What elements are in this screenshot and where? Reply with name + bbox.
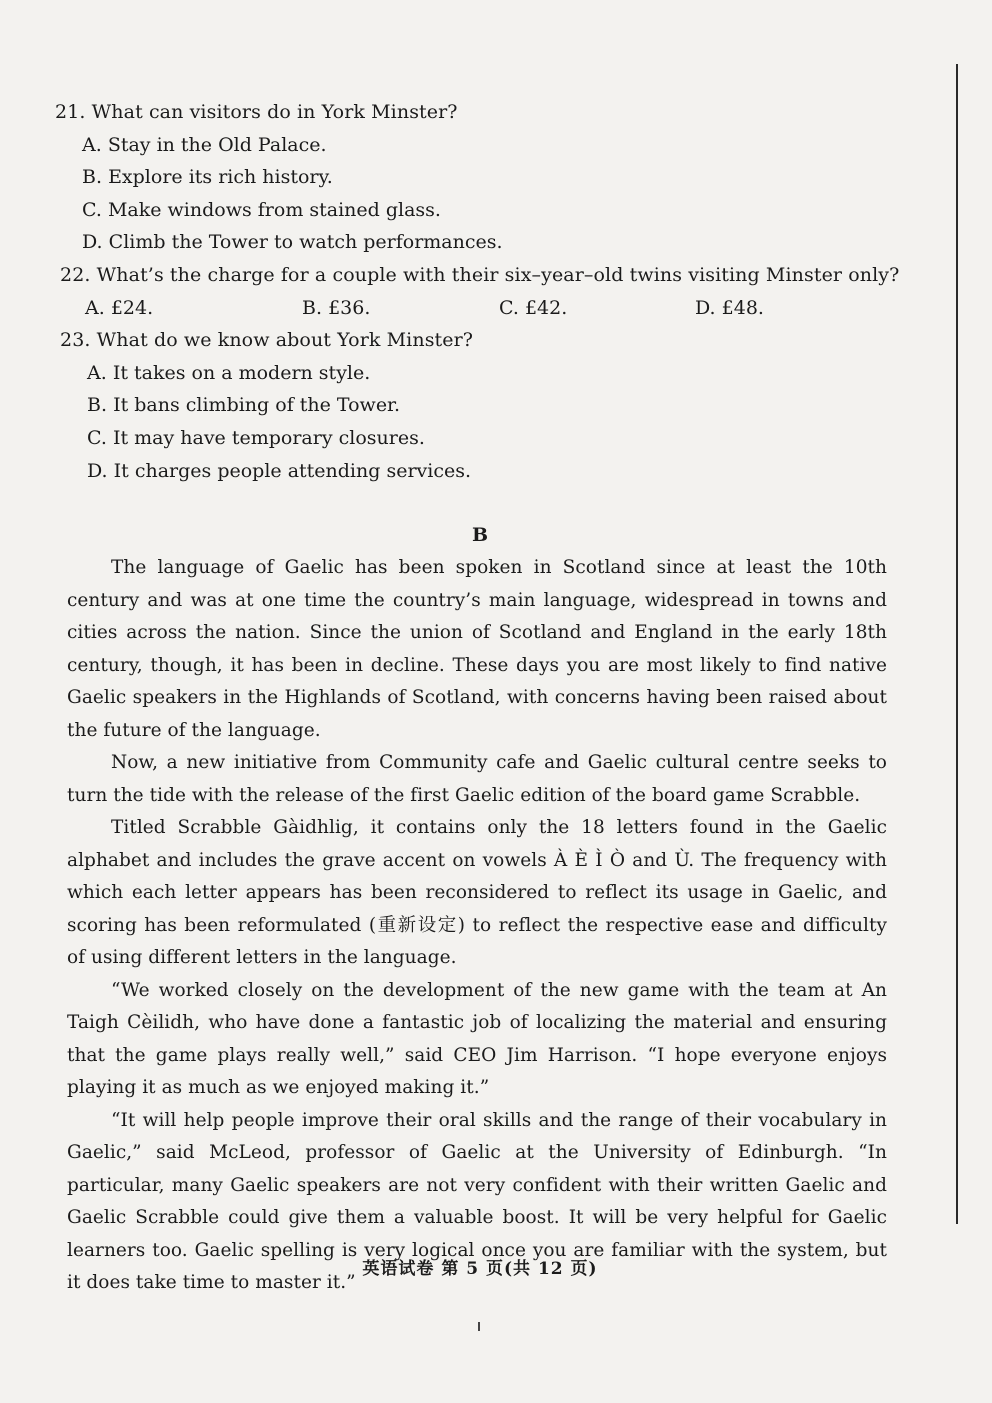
question-23-stem [55, 324, 915, 357]
option-letter: A. [85, 296, 105, 319]
question-21-option-b [55, 161, 915, 194]
section-heading: B [471, 524, 489, 546]
option-text: Explore its rich history. [108, 166, 333, 189]
option-text: It takes on a modern style. [112, 361, 371, 384]
question-21-stem [55, 96, 915, 129]
option-letter: D. [87, 459, 108, 482]
option-text: £42. [524, 296, 568, 319]
page-mark [478, 1322, 480, 1331]
question-22-options [55, 292, 915, 325]
question-23-option-d [55, 455, 915, 488]
option-letter: B. [82, 166, 103, 189]
option-text: £36. [328, 296, 371, 319]
margin-rule [956, 64, 958, 1224]
question-list [55, 96, 915, 487]
question-21-option-d [55, 226, 915, 259]
reading-passage [67, 552, 887, 1300]
option-text: It may have temporary closures. [112, 426, 425, 449]
option-letter: C. [87, 426, 107, 449]
option-text: It bans climbing of the Tower. [113, 394, 401, 417]
question-22-option-b [302, 292, 499, 325]
question-text: What can visitors do in York Minster? [91, 101, 458, 123]
passage-paragraph: The language of Gaelic has been spoken in Scotland since at least the 10th century and was at one time the country’s main language, widespread in towns and cities across the nation. Since the union of Scotland and England in the early 18th century, though, it has been in decline. These days you are most likely to find native Gaelic speakers in the Highlands of Scotland, with concerns having been raised about the future of the language. [67, 557, 887, 741]
option-text: £24. [110, 296, 154, 319]
question-21-option-a [55, 129, 915, 162]
question-text: What do we know about York Minster? [96, 329, 474, 352]
passage-paragraph: “It will help people improve their oral skills and the range of their vocabulary in Gaelic,” said McLeod, professor of Gaelic at the University of Edinburgh. “In particular, many Gaelic speakers are not very confident with their written Gaelic and Gaelic Scrabble could give them a valuable boost. It will be very helpful for Gaelic learners too. Gaelic spelling is very logical once you are familiar with the system, but it does take time to master it.” [67, 1109, 887, 1293]
question-text: What’s the charge for a couple with their six–year–old twins visiting Minster only? [96, 263, 900, 286]
page-footer: 英语试卷 第 5 页(共 12 页) [362, 1259, 598, 1279]
passage-paragraph: Now, a new initiative from Community cafe and Gaelic cultural centre seeks to turn the tide with the release of the first Gaelic edition of the board game Scrabble. [67, 752, 887, 806]
question-22-option-a [85, 292, 302, 325]
passage-paragraph: Titled Scrabble Gàidhlig, it contains only the 18 letters found in the Gaelic alphabet and includes the grave accent on vowels À È Ì Ò and Ù. The frequency with which each letter appears has been reconsidered to reflect its usage in Gaelic, and scoring has been reformulated (重新设定) to reflect the respective ease and difficulty of using different letters in the language. [67, 817, 887, 968]
option-letter: D. [695, 296, 716, 319]
question-number: 22. [60, 263, 91, 286]
question-22-stem [55, 259, 915, 292]
option-text: It charges people attending services. [113, 459, 472, 482]
option-letter: D. [82, 231, 103, 254]
question-21-option-c [55, 194, 915, 227]
question-number: 21. [55, 101, 86, 123]
passage-paragraph: “We worked closely on the development of the new game with the team at An Taigh Cèilidh, who have done a fantastic job of localizing the material and ensuring that the game plays really well,” said CEO Jim Harrison. “I hope everyone enjoys playing it as much as we enjoyed making it.” [67, 979, 887, 1098]
option-letter: B. [302, 296, 323, 319]
question-22-option-d [695, 292, 764, 325]
option-text: Climb the Tower to watch performances. [108, 231, 503, 254]
question-number: 23. [60, 329, 91, 352]
option-letter: B. [87, 394, 108, 417]
option-text: £48. [721, 296, 764, 319]
question-23-option-c [55, 422, 915, 455]
question-23-option-a [55, 357, 915, 390]
option-letter: C. [82, 198, 102, 221]
option-letter: A. [87, 361, 107, 384]
option-text: Make windows from stained glass. [107, 198, 441, 221]
question-22-option-c [499, 292, 695, 325]
option-letter: C. [499, 296, 519, 319]
option-text: Stay in the Old Palace. [107, 133, 327, 156]
option-letter: A. [82, 133, 102, 156]
question-23-option-b [55, 389, 915, 422]
